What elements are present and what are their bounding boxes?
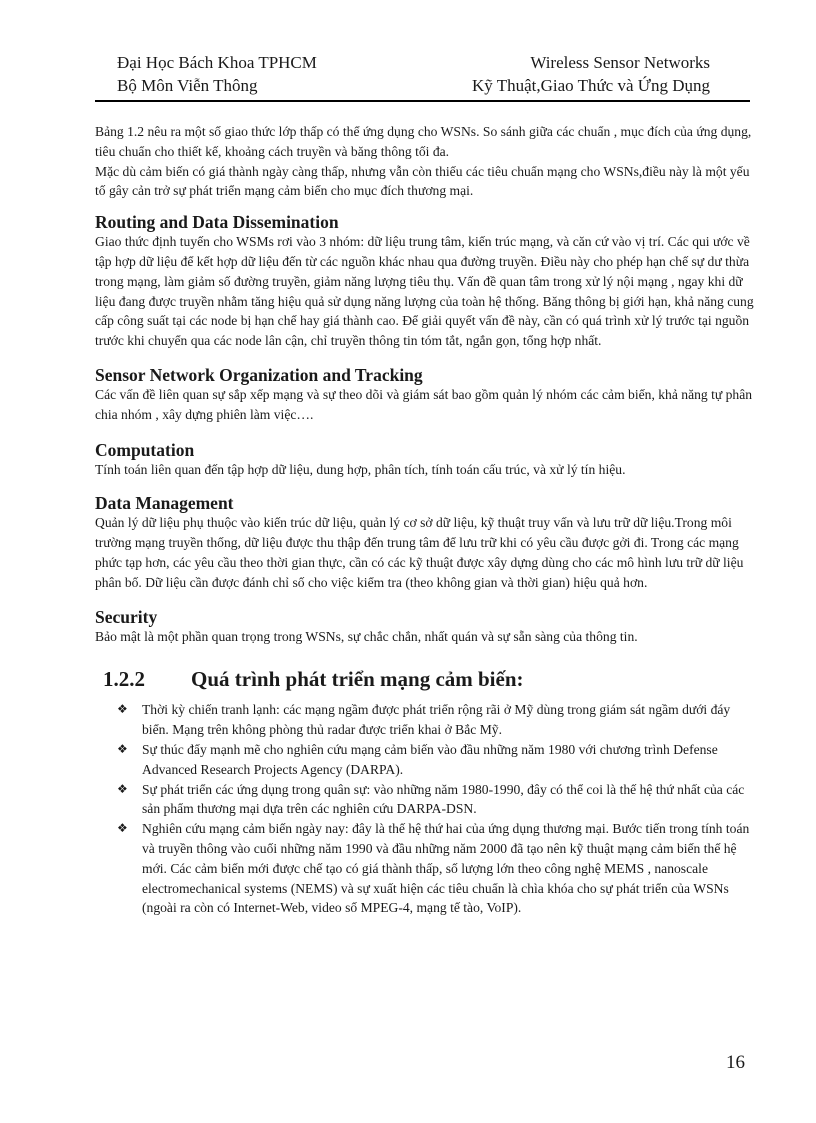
section-data-management <box>95 493 755 592</box>
section-security <box>95 607 755 647</box>
history-list <box>117 700 755 918</box>
list-item: ❖ Sự phát triển các ứng dụng trong quân sự: vào những năm 1980-1990, đây có thể coi là thế hệ thứ nhất của các sản phẩm thương mại dựa trên các nghiên cứu DARPA-DSN. <box>117 781 745 817</box>
section-heading: Computation <box>95 439 195 460</box>
section-heading: Data Management <box>95 493 234 514</box>
list-item: ❖ Nghiên cứu mạng cảm biến ngày nay: đây là thế hệ thứ hai của ứng dụng thương mại. Bước tiến trong tính toán và truyền thông vào cuối những năm 1990 và đầu những năm 2000 đã tạo nên kỹ thuật mạng cảm biến thế hệ mới. Các cảm biến mới được chế tạo có giá thành thấp, số lượng lớn theo công nghệ MEMS , nanoscale electromechanical systems (NEMS) và sự xuất hiện các tiêu chuẩn là chìa khóa cho sự phát triển của WSNs (ngoài ra còn có Internet-Web, video số MPEG-4, mạng tế tào, VoIP). <box>117 821 750 916</box>
section-routing <box>95 212 755 351</box>
section-organization <box>95 365 755 425</box>
subsection-number: 1.2.2 <box>103 667 145 692</box>
section-heading: Routing and Data Dissemination <box>95 212 339 233</box>
diamond-bullet-icon: ❖ <box>117 702 128 717</box>
section-body: Các vấn đề liên quan sự sắp xếp mạng và sự theo dõi và giám sát bao gồm quản lý nhóm các cảm biến, khả năng tự phân chia nhóm , xây dựng phiên làm việc…. <box>95 386 753 422</box>
subsection-title: Quá trình phát triển mạng cảm biến: <box>191 667 524 692</box>
book-title: Wireless Sensor Networks <box>530 53 710 72</box>
section-body: Bảo mật là một phần quan trọng trong WSNs, sự chắc chắn, nhất quán và sự sẵn sàng của thông tin. <box>95 628 638 644</box>
diamond-bullet-icon: ❖ <box>117 781 128 796</box>
subsection-heading <box>103 666 755 692</box>
university-name: Đại Học Bách Khoa TPHCM <box>117 53 317 72</box>
book-subtitle: Kỹ Thuật,Giao Thức và Ứng Dụng <box>471 76 710 95</box>
page-number: 16 <box>726 1052 745 1073</box>
list-item: ❖ Sự thúc đẩy mạnh mẽ cho nghiên cứu mạng cảm biến vào đầu những năm 1980 với chương trình Defense Advanced Research Projects Agency (DARPA). <box>117 741 718 777</box>
department-name: Bộ Môn Viễn Thông <box>117 76 258 95</box>
diamond-bullet-icon: ❖ <box>117 741 128 756</box>
page-content <box>95 122 755 918</box>
diamond-bullet-icon: ❖ <box>117 821 128 836</box>
section-body: Tính toán liên quan đến tập hợp dữ liệu, dung hợp, phân tích, tính toán cấu trúc, và xử lý tín hiệu. <box>95 461 626 477</box>
section-body: Giao thức định tuyến cho WSMs rơi vào 3 nhóm: dữ liệu trung tâm, kiến trúc mạng, và căn cứ vào vị trí. Các qui ước về tập hợp dữ liệu để kết hợp dữ liệu đến từ các nguồn khác nhau qua đường truyền. Điều này cho phép hạn chế sự dư thừa trong mạng, làm giảm số đường truyền, giảm năng lượng tiêu thụ. Vấn đề quan tâm trong xử lý nội mạng , ngay khi dữ liệu đang được truyền nhằm tăng hiệu quả sử dụng năng lượng của toàn hệ thống. Băng thông bị giới hạn, khả năng cung cấp công suất tại các node bị hạn chế hay giá thành cao. Để giải quyết vấn đề này, cần có quá trình xử lý trước tại nguồn trước khi chuyển qua các node lân cận, chỉ truyền thông tin tóm tắt, ngắn gọn, tổng hợp nhất. <box>95 234 754 349</box>
intro-paragraph-2: Mặc dù cảm biến có giá thành ngày càng thấp, nhưng vẫn còn thiếu các tiêu chuẩn mạng cho WSNs,điều này là một yếu tố gây cản trở sự phát triển mạng cảm biến cho mục đích thương mại. <box>95 163 750 199</box>
section-heading: Sensor Network Organization and Tracking <box>95 364 423 385</box>
list-item: ❖ Thời kỳ chiến tranh lạnh: các mạng ngầm được phát triển rộng rãi ở Mỹ dùng trong giám sát ngầm dưới đáy biển. Mạng trên không phòng thủ radar được triển khai ở Bắc Mỹ. <box>117 702 731 738</box>
intro-paragraph-1: Bảng 1.2 nêu ra một số giao thức lớp thấp có thể ứng dụng cho WSNs. So sánh giữa các chuẩn , mục đích của ứng dụng, tiêu chuẩn cho thiết kế, khoảng cách truyền và băng thông tối đa. <box>95 124 752 159</box>
section-computation <box>95 440 755 480</box>
section-heading: Security <box>95 606 158 627</box>
page-header <box>95 52 750 102</box>
section-body: Quản lý dữ liệu phụ thuộc vào kiến trúc dữ liệu, quản lý cơ sở dữ liệu, kỹ thuật truy vấn và lưu trữ dữ liệu.Trong môi trường mạng truyền thống, dữ liệu được thu thập đến trung tâm để lưu trữ khi có yêu cầu được gởi đi. Trong các mạng phức tạp hơn, các yêu cầu theo thời gian thực, cần có các kỹ thuật được xây dựng dùng cho các mô hình lưu trữ dữ liệu phân bố. Dữ liệu cần được đánh chỉ số cho việc kiểm tra (theo không gian và thời gian) hiệu quả hơn. <box>95 515 744 590</box>
